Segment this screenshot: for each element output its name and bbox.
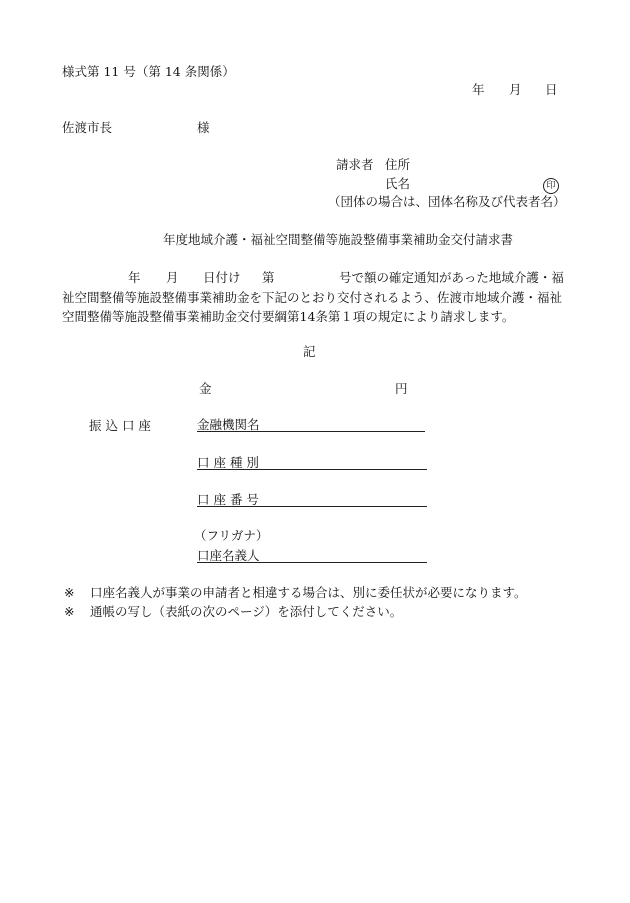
amount-label: 金 — [199, 381, 212, 396]
account-holder-line — [197, 562, 427, 563]
applicant-group-note: （団体の場合は、団体名称及び代表者名） — [328, 194, 566, 209]
applicant-role-label: 請求者 — [336, 157, 374, 172]
account-number-line — [197, 506, 427, 507]
date-year-label: 年 — [472, 82, 485, 97]
body-month: 月 — [166, 270, 179, 285]
account-holder-label: 口座名義人 — [197, 548, 260, 563]
form-number: 様式第 11 号（第 14 条関係） — [62, 64, 235, 79]
account-number-label: 口 座 番 号 — [197, 492, 259, 507]
applicant-name-label: 氏名 — [385, 176, 411, 191]
note-text: 通帳の写し（表紙の次のページ）を添付してください。 — [90, 604, 403, 619]
amount-unit: 円 — [395, 381, 408, 396]
note-mark: ※ — [64, 604, 75, 619]
body-dai: 第 — [262, 270, 275, 285]
body-year: 年 — [128, 270, 141, 285]
furigana-label: （フリガナ） — [194, 528, 269, 543]
bank-institution-line — [197, 431, 425, 432]
document-title: 年度地域介護・福祉空間整備等施設整備事業補助金交付請求書 — [163, 232, 514, 247]
addressee-honorific: 様 — [197, 120, 210, 135]
bank-institution-label: 金融機関名 — [197, 417, 260, 432]
account-type-label: 口 座 種 別 — [197, 455, 259, 470]
note-text: 口座名義人が事業の申請者と相違する場合は、別に委任状が必要になります。 — [90, 585, 527, 600]
addressee-name: 佐渡市長 — [62, 120, 113, 135]
body-line3: 空間整備等施設整備事業補助金交付要綱第14条第１項の規定により請求します。 — [62, 309, 515, 324]
body-line1-rest: 号で額の確定通知があった地域介護・福 — [339, 270, 564, 285]
date-day-label: 日 — [545, 82, 558, 97]
ki-label: 記 — [303, 344, 316, 359]
account-type-line — [197, 469, 427, 470]
body-line2: 祉空間整備等施設整備事業補助金を下記のとおり交付されるよう、佐渡市地域介護・福祉 — [62, 290, 563, 305]
seal-mark: 印 — [543, 178, 559, 194]
note-mark: ※ — [64, 585, 75, 600]
applicant-address-label: 住所 — [385, 157, 411, 172]
body-date-suffix: 日付け — [203, 270, 241, 285]
bank-section-label: 振 込 口 座 — [89, 418, 151, 433]
date-month-label: 月 — [509, 82, 522, 97]
